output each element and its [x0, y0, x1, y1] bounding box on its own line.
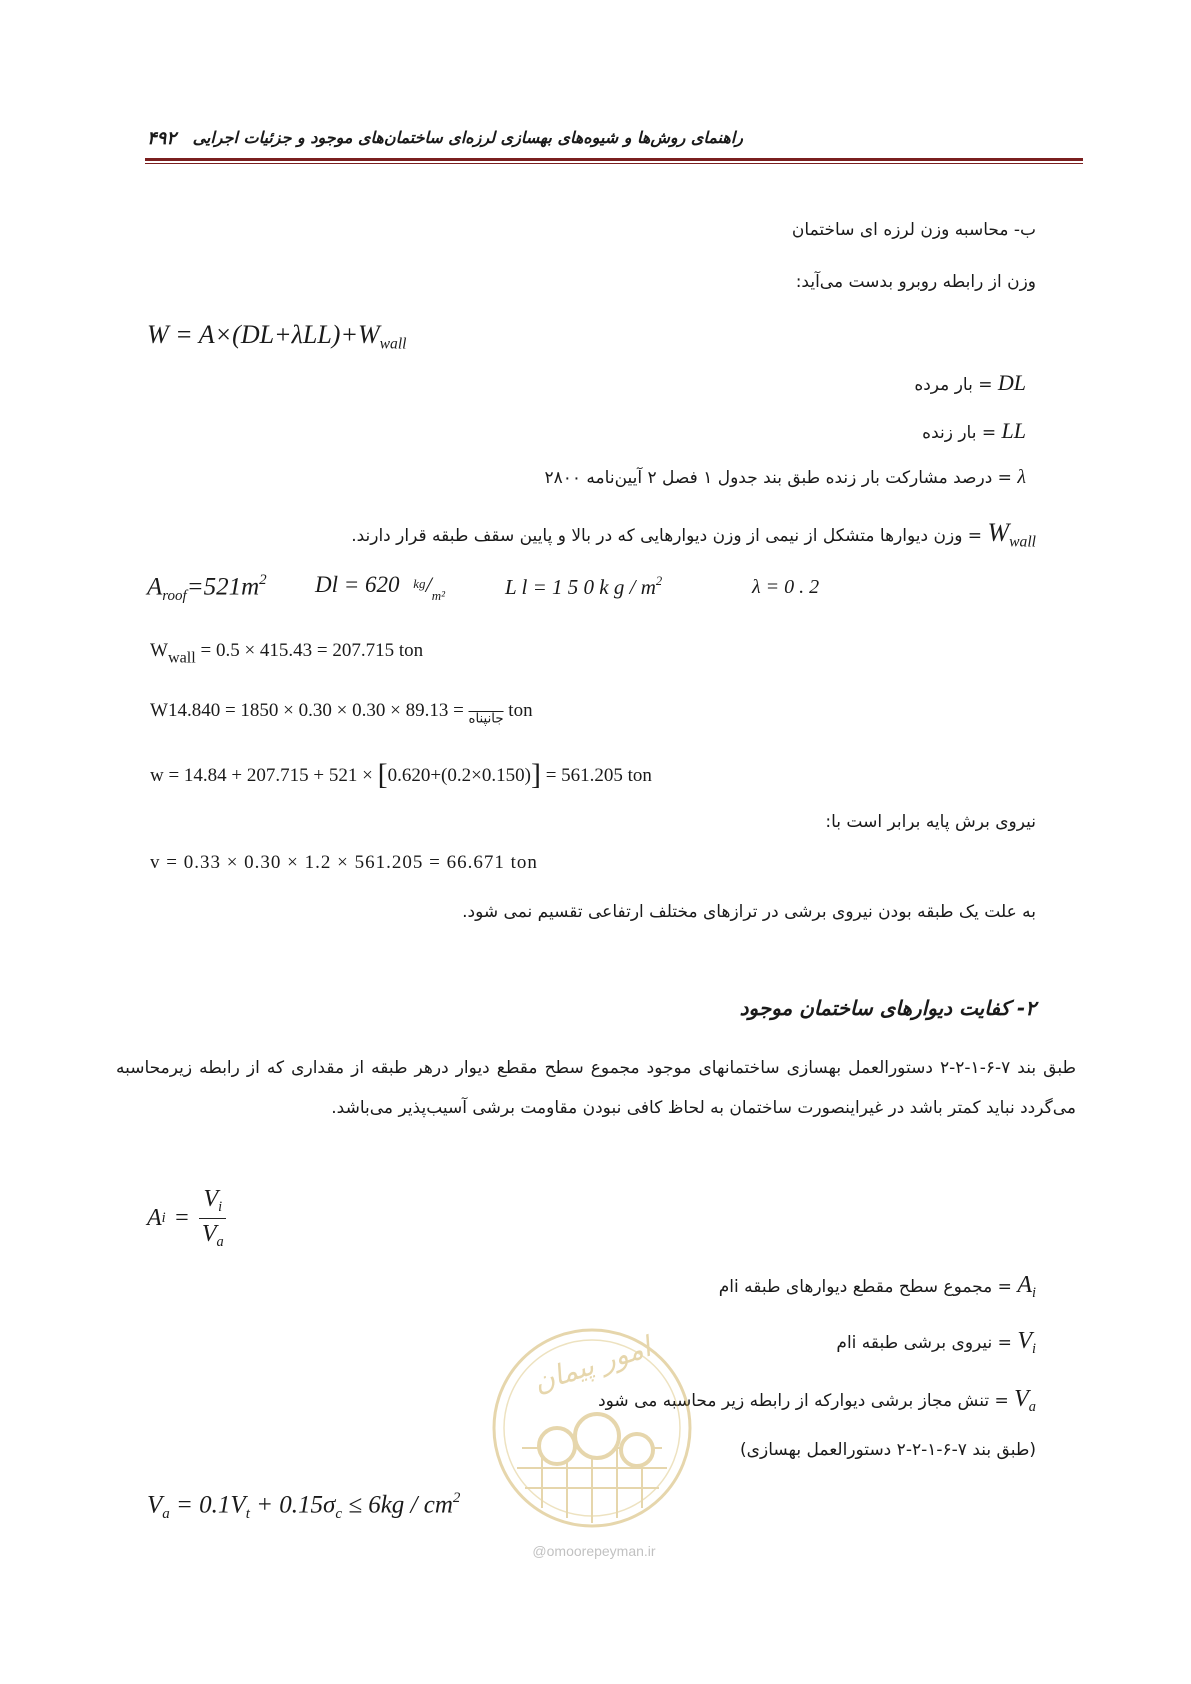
param-lambda: λ = 0 . 2 — [752, 576, 820, 598]
calc-total-weight: w = 14.84 + 207.715 + 521 × [0.620+(0.2×0.150)] = 561.205 ton — [150, 758, 652, 791]
header-rule-thick — [145, 158, 1083, 161]
param-live-load: L l = 1 5 0 k g / $m^2$ — [505, 574, 663, 599]
def-live-load: LL = بار زنده — [922, 418, 1026, 443]
section-b-title: ب- محاسبه وزن لرزه ای ساختمان — [791, 220, 1036, 240]
adequacy-formula: A i = $\frac{V_i}{V_a}$ — [147, 1186, 228, 1251]
section-2-heading: ۲- کفایت دیوارهای ساختمان موجود — [739, 996, 1036, 1020]
def-va-reference: (طبق بند ۷-۶-۱-۲-۲ دستورالعمل بهسازی) — [740, 1440, 1036, 1460]
def-va: $V_a$ = تنش مجاز برشی دیوارکه از رابطه زیر محاسبه می شود — [598, 1386, 1036, 1416]
calc-wall-weight: $W_{wall} = 0.5 \times 415.43 = 207.715$ ton — [150, 640, 424, 667]
watermark-url: @omoorepeyman.ir — [532, 1543, 656, 1559]
base-shear-intro: نیروی برش پایه برابر است با: — [825, 812, 1036, 832]
watermark-logo — [487, 1318, 697, 1558]
def-wall-weight: $W_{wall}$ = وزن دیوارها متشکل از نیمی از وزن دیوارهایی که در بالا و پایین سقف طبقه قرار دارند. — [351, 518, 1036, 551]
section-b-intro: وزن از رابطه روبرو بدست می‌آید: — [795, 272, 1036, 292]
def-ai: $A_i$ = مجموع سطح مقطع دیوارهای طبقه iام — [718, 1272, 1036, 1302]
param-dead-load: Dl = 620 kg/m² — [315, 572, 445, 603]
param-a-roof: $A_{roof}=521m^2$ — [147, 572, 267, 604]
running-header-title: راهنمای روش‌ها و شیوه‌های بهسازی لرزه‌ای ساختمان‌های موجود و جزئیات اجرایی — [192, 128, 743, 147]
header-rule-thin — [145, 163, 1083, 164]
section-2-paragraph: طبق بند ۷-۶-۱-۲-۲ دستورالعمل بهسازی ساختمانهای موجود مجموع سطح مقطع دیوار درهر طبقه از مقداری که از رابطه زیرمحاسبه می‌گردد نباید کمتر باشد در غیراینصورت ساختمان به لحاظ کافی نبودن مقاومت برشی آسیب‌پذیر می‌باشد. — [116, 1058, 1076, 1118]
page-number: ۴۹۲ — [147, 128, 177, 148]
def-dead-load: DL = بار مرده — [914, 370, 1026, 395]
def-lambda: λ = درصد مشارکت بار زنده طبق بند جدول ۱ فصل ۲ آیین‌نامه ۲۸۰۰ — [544, 466, 1026, 488]
weight-formula: $W = A\times(DL+\lambda LL)+W_{wall}$ — [147, 320, 407, 353]
calc-base-shear: v = 0.33 × 0.30 × 1.2 × 561.205 = 66.671 ton — [150, 852, 538, 873]
single-story-note: به علت یک طبقه بودن نیروی برشی در ترازهای مختلف ارتفاعی تقسیم نمی شود. — [462, 902, 1036, 922]
allowable-stress-formula: $V_a = 0.1V_t + 0.15\sigma_c \le 6kg / cm^2$ — [147, 1490, 461, 1522]
calc-parapet-weight: W $_{جانپناه}$ = 89.13 × 0.30 × 0.30 × 1850 = 14.840 ton — [150, 700, 533, 727]
watermark-brand: امور پیمان — [529, 1330, 655, 1399]
def-vi: $V_i$ = نیروی برشی طبقه iام — [836, 1328, 1036, 1358]
